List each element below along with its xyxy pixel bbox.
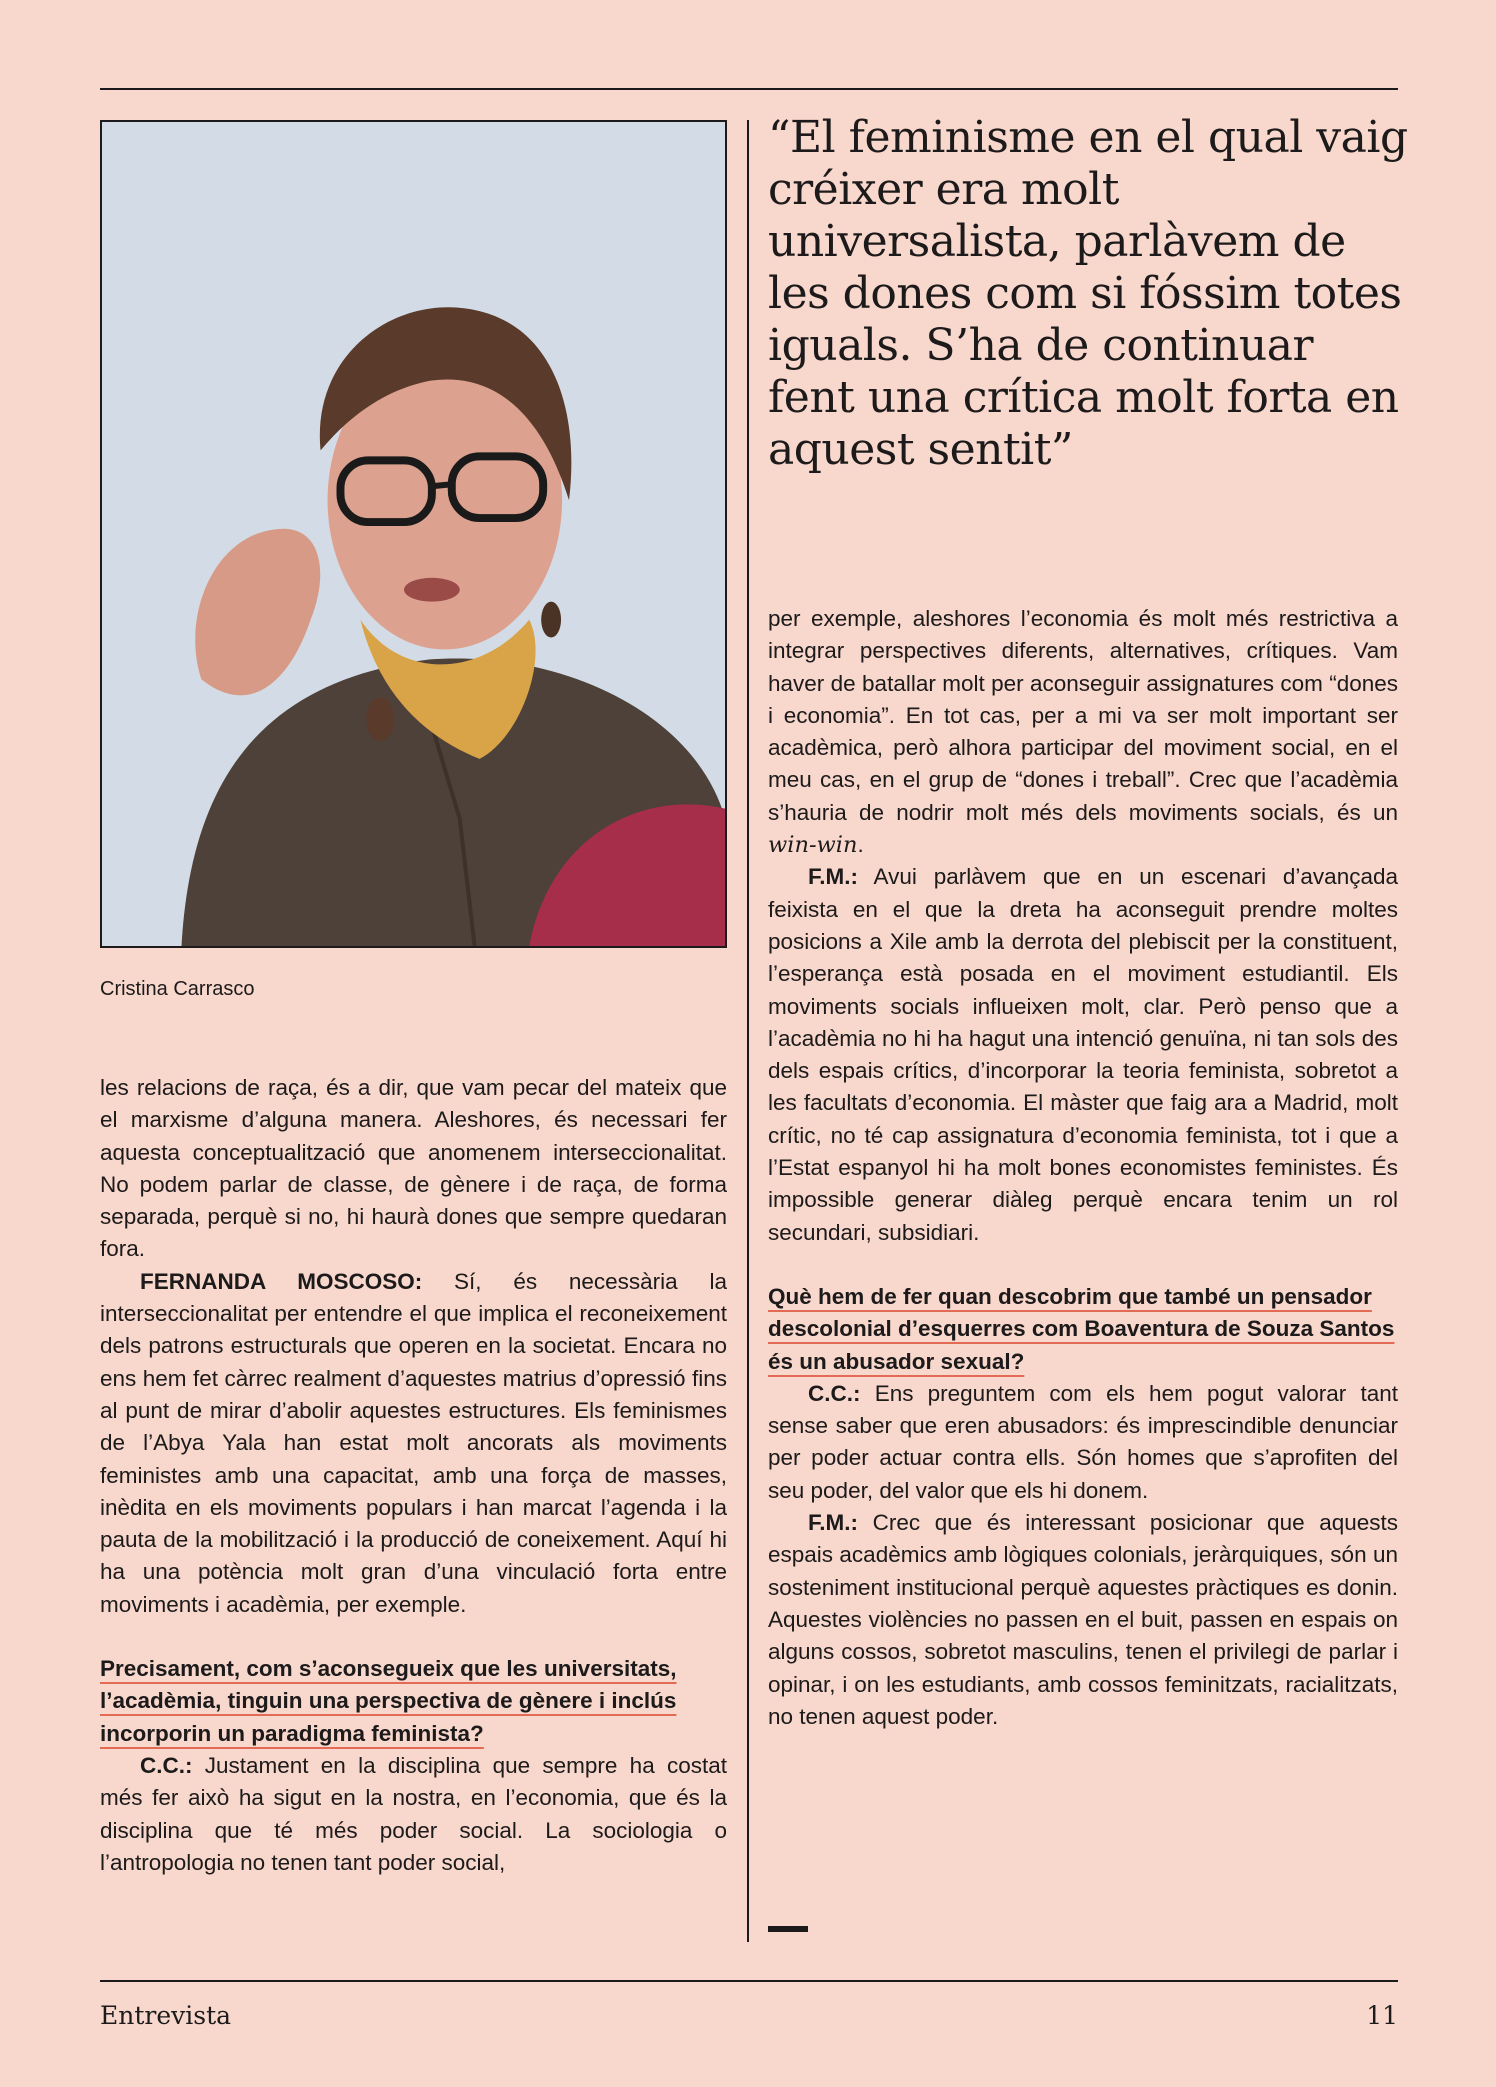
section-label: Entrevista <box>100 2001 232 2030</box>
answer-text: Avui parlàvem que en un escenari d’avançada feixista en el que la dreta ha aconseguit prendre moltes posicions a Xile amb la derrota del plebiscit per la constituent, l’esperança està posada en el moviment estudiantil. Els moviments socials influeixen molt, clar. Però penso que a l’acadèmia no hi ha hagut una intenció genuïna, ni tan sols des dels espais crítics, d’incorporar la teoria feminista, sobretot a les facultats d’economia. El màster que faig ara a Madrid, molt crític, no té cap assignatura d’economia feminista, tot i que a l’Estat espanyol hi ha molt bones economistes feministes. És impossible generar diàleg perquè encara tenim un rol secundari, subsidiari. <box>768 864 1398 1245</box>
question-text: Què hem de fer quan descobrim que també un pensador descolonial d’esquerres com Boaventura de Souza Santos és un abusador sexual? <box>768 1283 1395 1374</box>
column-divider <box>747 120 749 1942</box>
answer-text: Justament en la disciplina que sempre ha costat més fer això ha sigut en la nostra, en l’economia, que és la disciplina que té més poder social. La sociologia o l’antropologia no tenen tant poder social, <box>100 1752 727 1875</box>
right-column <box>768 603 1398 1733</box>
right-paragraph-1 <box>768 603 1398 861</box>
speaker-label: C.C.: <box>140 1752 193 1778</box>
interview-question <box>100 1653 727 1750</box>
answer-text: per exemple, aleshores l’economia és molt més restrictiva a integrar perspectives diferents, alternatives, crítiques. Vam haver de batallar molt per aconseguir assignatures com “dones i economia”. En tot cas, per a mi va ser molt important ser acadèmica, però alhora participar del moviment social, en el meu cas, en el grup de “dones i treball”. Crec que l’acadèmia s’hauria de nodrir molt més dels moviments socials, és un <box>768 606 1398 825</box>
page-number: 11 <box>1366 2001 1398 2030</box>
left-paragraph-1: les relacions de raça, és a dir, que vam pecar del mateix que el marxisme d’alguna manera. Aleshores, és necessari fer aquesta conceptualització que anomenem interseccionalitat. No podem parlar de classe, de gènere i de raça, de forma separada, perquè si no, hi haurà dones que sempre quedaran fora. <box>100 1075 727 1262</box>
bottom-rule <box>100 1980 1398 1982</box>
right-paragraph-4 <box>768 1507 1398 1733</box>
top-rule <box>100 88 1398 90</box>
answer-text: Crec que és interessant posicionar que aquests espais acadèmics amb lògiques colonials, jeràrquiques, són un sosteniment institucional perquè aquestes pràctiques es donin. Aquestes violències no passen en el buit, passen en espais on alguns cossos, sobretot masculins, tenen el privilegi de parlar i opinar, i on les estudiants, amb cossos feminitzats, racialitzats, no tenen aquest poder. <box>768 1510 1398 1729</box>
left-column <box>100 1072 727 1879</box>
right-paragraph-2 <box>768 861 1398 1249</box>
left-paragraph-2 <box>100 1266 727 1621</box>
speaker-label: FERNANDA MOSCOSO: <box>140 1268 423 1294</box>
italic-term: win-win <box>768 832 858 859</box>
pull-quote: “El feminisme en el qual vaig créixer era molt universalista, parlàvem de les dones com si fóssim totes iguals. S’ha de continuar fent una crítica molt forta en aquest sentit” <box>768 112 1408 475</box>
speaker-label: F.M.: <box>808 1510 858 1536</box>
answer-text: Ens preguntem com els hem pogut valorar tant sense saber que eren abusadors: és imprescindible denunciar per poder actuar contra ells. Són homes que s’aprofiten del seu poder, del valor que els hi donem. <box>768 1380 1398 1503</box>
speaker-label: F.M.: <box>808 864 858 890</box>
portrait-photo <box>100 120 727 948</box>
photo-caption: Cristina Carrasco <box>100 978 255 1000</box>
left-paragraph-3 <box>100 1750 727 1879</box>
question-text: Precisament, com s’aconsegueix que les universitats, l’acadèmia, tinguin una perspectiva de gènere i inclús incorporin un paradigma feminista? <box>100 1656 677 1746</box>
interview-question <box>768 1281 1398 1378</box>
right-paragraph-3 <box>768 1378 1398 1507</box>
portrait-illustration <box>102 122 725 946</box>
answer-text: Sí, és necessària la interseccionalitat per entendre el que implica el reconeixement dels patrons estructurals que operen en la societat. Encara no ens hem fet càrrec realment d’aquestes matrius d’opressió fins al punt de mirar d’abolir aquestes estructures. Els feminismes de l’Abya Yala han estat molt ancorats als moviments feministes amb una capacitat, amb una força de masses, inèdita en els moviments populars i han marcat l’agenda i la pauta de la mobilització i la producció de coneixement. Aquí hi ha una potència molt gran d’una vinculació forta entre moviments i acadèmia, per exemple. <box>100 1268 727 1617</box>
article-end-mark <box>768 1926 808 1932</box>
speaker-label: C.C.: <box>808 1380 861 1406</box>
answer-text-end: . <box>857 832 864 858</box>
